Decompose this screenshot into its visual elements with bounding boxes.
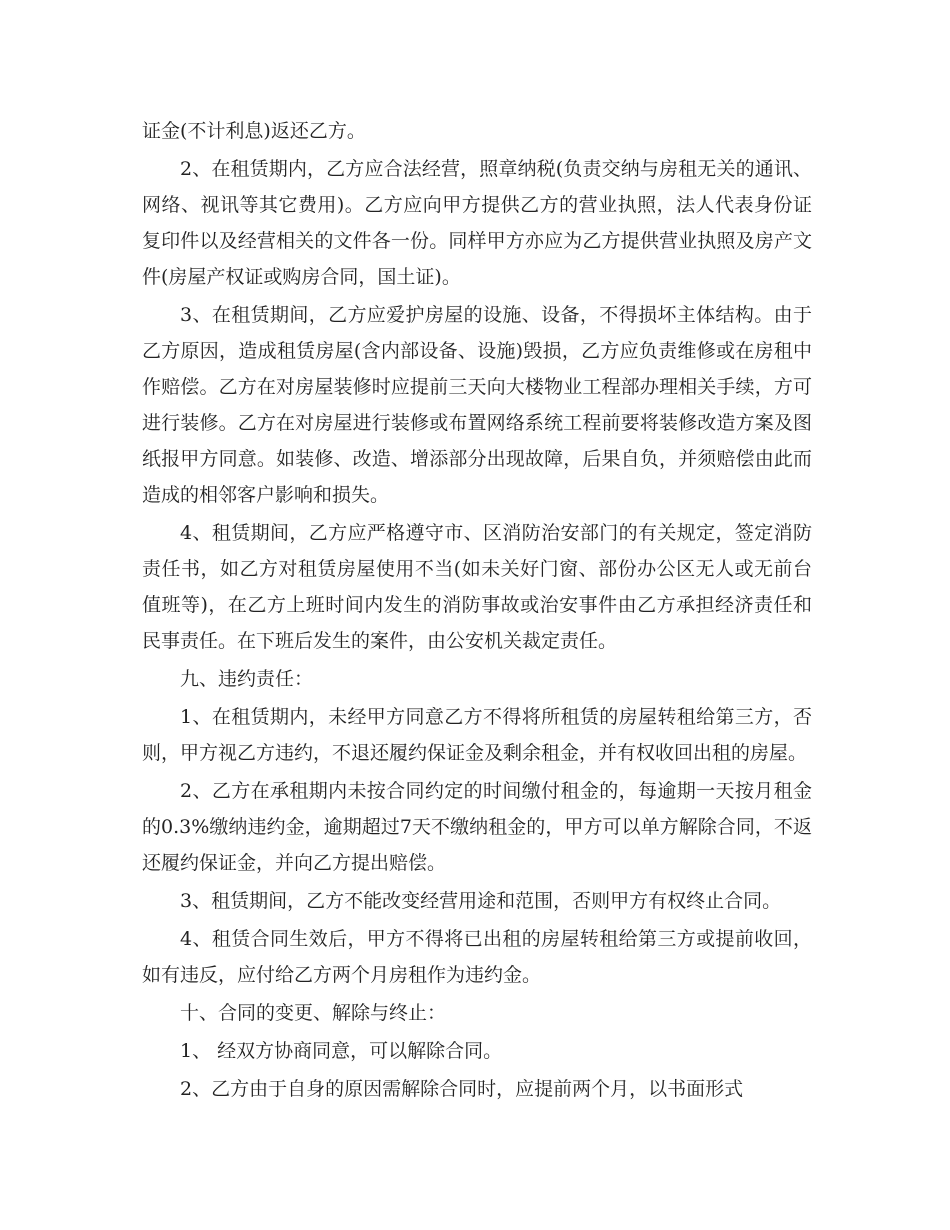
paragraph-clause-9-1: 1、在租赁期内，未经甲方同意乙方不得将所租赁的房屋转租给第三方，否则，甲方视乙方违约，不退还履约保证金及剩余租金，并有权收回出租的房屋。 [142, 706, 812, 764]
paragraph-clause-8-4: 4、租赁期间，乙方应严格遵守市、区消防治安部门的有关规定，签定消防责任书，如乙方对租赁房屋使用不当(如未关好门窗、部份办公区无人或无前台值班等)，在乙方上班时间内发生的消防事故或治安事件由乙方承担经济责任和民事责任。在下班后发生的案件，由公安机关裁定责任。 [142, 522, 812, 652]
section-heading-contract-change: 十、合同的变更、解除与终止： [180, 1002, 447, 1024]
paragraph-clause-10-1: 1、 经双方协商同意，可以解除合同。 [180, 1040, 503, 1062]
paragraph-clause-9-3: 3、租赁期间，乙方不能改变经营用途和范围，否则甲方有权终止合同。 [180, 890, 782, 912]
section-heading-breach-liability: 九、违约责任： [180, 668, 314, 690]
paragraph-clause-9-4: 4、租赁合同生效后，甲方不得将已出租的房屋转租给第三方或提前收回，如有违反，应付给乙方两个月房租作为违约金。 [142, 928, 812, 986]
document-body [142, 113, 812, 1109]
paragraph-clause-10-2: 2、乙方由于自身的原因需解除合同时，应提前两个月，以书面形式 [180, 1078, 744, 1100]
paragraph-continuation: 证金(不计利息)返还乙方。 [142, 120, 366, 142]
paragraph-clause-9-2: 2、乙方在承租期内未按合同约定的时间缴付租金的，每逾期一天按月租金的0.3%缴纳违约金，逾期超过7天不缴纳租金的，甲方可以单方解除合同，不返还履约保证金，并向乙方提出赔偿。 [142, 780, 812, 874]
paragraph-clause-8-3: 3、在租赁期间，乙方应爱护房屋的设施、设备，不得损坏主体结构。由于乙方原因，造成租赁房屋(含内部设备、设施)毁损，乙方应负责维修或在房租中作赔偿。乙方在对房屋装修时应提前三天向大楼物业工程部办理相关手续，方可进行装修。乙方在对房屋进行装修或布置网络系统工程前要将装修改造方案及图纸报甲方同意。如装修、改造、增添部分出现故障，后果自负，并须赔偿由此而造成的相邻客户影响和损失。 [142, 304, 812, 506]
paragraph-clause-8-2: 2、在租赁期内，乙方应合法经营，照章纳税(负责交纳与房租无关的通讯、网络、视讯等其它费用)。乙方应向甲方提供乙方的营业执照，法人代表身份证复印件以及经营相关的文件各一份。同样甲方亦应为乙方提供营业执照及房产文件(房屋产权证或购房合同，国土证)。 [142, 158, 812, 288]
